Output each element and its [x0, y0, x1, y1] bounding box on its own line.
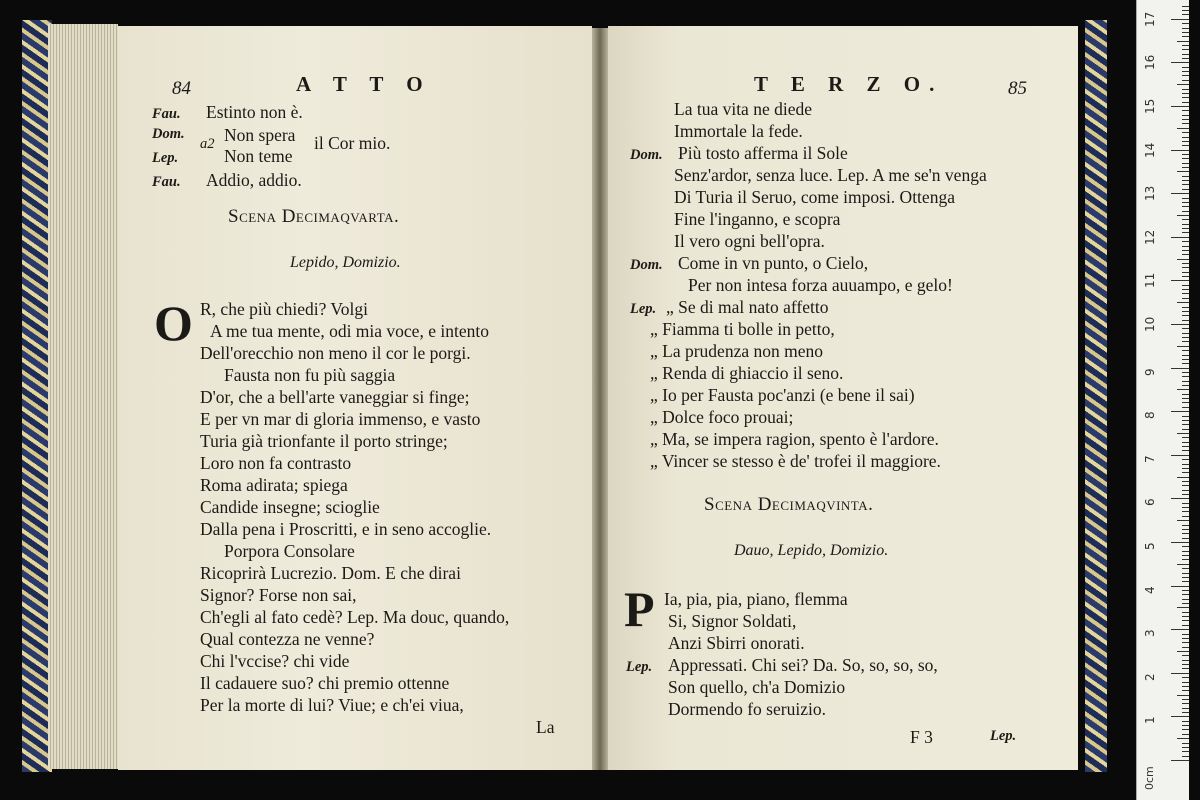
ruler-tick	[1182, 642, 1189, 643]
catchword: Lep.	[990, 728, 1017, 744]
text-line: Immortale la fede.	[674, 121, 803, 141]
ruler-tick	[1182, 756, 1189, 757]
ruler-tick	[1171, 368, 1189, 369]
measuring-ruler	[1136, 0, 1189, 800]
text-line: „ Io per Fausta poc'anzi (e bene il sai)	[650, 385, 915, 405]
ruler-number: 13	[1143, 185, 1157, 202]
ruler-tick	[1182, 115, 1189, 116]
ruler-tick	[1182, 298, 1189, 299]
text-line: Più tosto afferma il Sole	[678, 143, 848, 163]
ruler-tick	[1182, 647, 1189, 648]
ruler-tick	[1182, 254, 1189, 255]
text-line: Loro non fa contrasto	[200, 453, 352, 473]
ruler-tick	[1182, 559, 1189, 560]
scene-title: Scena Decimaqvinta.	[704, 494, 874, 515]
ruler-tick	[1182, 263, 1189, 264]
ruler-tick	[1177, 215, 1189, 216]
ruler-tick	[1182, 289, 1189, 290]
page-edges	[48, 24, 118, 769]
ruler-tick	[1177, 84, 1189, 85]
ruler-tick	[1182, 154, 1189, 155]
ruler-tick	[1182, 32, 1189, 33]
ruler-tick	[1182, 180, 1189, 181]
ruler-tick	[1182, 634, 1189, 635]
text-line: Fausta non fu più saggia	[224, 365, 396, 385]
text-line: Candide insegne; scioglie	[200, 497, 380, 517]
ruler-tick	[1182, 75, 1189, 76]
ruler-tick	[1182, 206, 1189, 207]
text-line: Roma adirata; spiega	[200, 475, 348, 495]
ruler-tick	[1182, 699, 1189, 700]
speaker-label: Fau.	[152, 174, 181, 190]
ruler-tick	[1182, 110, 1189, 111]
ruler-tick	[1182, 176, 1189, 177]
ruler-tick	[1182, 158, 1189, 159]
ruler-tick	[1182, 333, 1189, 334]
ruler-tick	[1182, 67, 1189, 68]
ruler-tick	[1182, 394, 1189, 395]
ruler-tick	[1177, 695, 1189, 696]
ruler-number: 10	[1143, 316, 1157, 332]
ruler-tick	[1177, 564, 1189, 565]
shared-line: il Cor mio.	[314, 133, 391, 153]
ruler-tick	[1182, 655, 1189, 656]
ruler-tick	[1182, 202, 1189, 203]
ruler-tick	[1171, 106, 1189, 107]
ruler-tick	[1182, 102, 1189, 103]
ruler-number: 2	[1143, 673, 1157, 681]
ruler-tick	[1182, 198, 1189, 199]
ruler-tick	[1182, 494, 1189, 495]
ruler-tick	[1182, 507, 1189, 508]
speaker-label: Dom.	[152, 126, 185, 142]
drop-cap: P	[624, 581, 655, 637]
ruler-tick	[1171, 237, 1189, 238]
ruler-tick	[1182, 525, 1189, 526]
ruler-tick	[1182, 80, 1189, 81]
ruler-tick	[1182, 416, 1189, 417]
ruler-tick	[1182, 372, 1189, 373]
ruler-tick	[1182, 664, 1189, 665]
ruler-tick	[1182, 721, 1189, 722]
speaker-label: Lep.	[630, 301, 657, 317]
ruler-tick	[1182, 350, 1189, 351]
text-line: Per la morte di lui? Viue; e ch'ei viua,	[200, 695, 464, 715]
ruler-tick	[1182, 184, 1189, 185]
ruler-tick	[1171, 673, 1189, 674]
book-cover-right	[1085, 20, 1107, 772]
text-line: Porpora Consolare	[224, 541, 355, 561]
ruler-tick	[1182, 555, 1189, 556]
running-head: A T T O	[296, 72, 432, 96]
ruler-tick	[1182, 267, 1189, 268]
ruler-tick	[1182, 341, 1189, 342]
ruler-tick	[1182, 241, 1189, 242]
ruler-tick	[1182, 132, 1189, 133]
scene-cast: Lepido, Domizio.	[290, 254, 401, 271]
speech-line: Non teme	[224, 146, 293, 166]
ruler-tick	[1171, 629, 1189, 630]
text-line: Ia, pia, pia, piano, flemma	[664, 589, 848, 609]
ruler-tick	[1182, 163, 1189, 164]
ruler-tick	[1182, 734, 1189, 735]
ruler-tick	[1182, 93, 1189, 94]
text-line: Come in vn punto, o Cielo,	[678, 253, 869, 273]
ruler-number: 4	[1143, 585, 1157, 594]
ruler-tick	[1182, 246, 1189, 247]
ruler-tick	[1182, 546, 1189, 547]
ruler-tick	[1171, 150, 1189, 151]
ruler-tick	[1171, 19, 1189, 20]
ruler-tick	[1182, 89, 1189, 90]
ruler-tick	[1171, 62, 1189, 63]
ruler-tick	[1182, 538, 1189, 539]
ruler-tick	[1182, 285, 1189, 286]
text-line: „ Fiamma ti bolle in petto,	[650, 319, 835, 339]
text-line: Il cadauere suo? chi premio ottenne	[200, 673, 450, 693]
ruler-tick	[1182, 10, 1189, 11]
ruler-number: 11	[1143, 273, 1157, 289]
text-line: Son quello, ch'a Domizio	[668, 677, 846, 697]
ruler-tick	[1182, 437, 1189, 438]
ruler-tick	[1171, 280, 1189, 281]
ruler-tick	[1182, 490, 1189, 491]
ruler-tick	[1182, 398, 1189, 399]
ruler-tick	[1182, 503, 1189, 504]
ruler-tick	[1182, 568, 1189, 569]
ruler-tick	[1182, 376, 1189, 377]
ruler-tick	[1182, 49, 1189, 50]
ruler-tick	[1182, 485, 1189, 486]
ruler-tick	[1177, 607, 1189, 608]
speaker-label: Fau.	[152, 106, 181, 122]
ruler-tick	[1171, 716, 1189, 717]
ruler-tick	[1182, 420, 1189, 421]
text-line: Chi l'vccise? chi vide	[200, 651, 350, 671]
text-line: Ricoprirà Lucrezio. Dom. E che dirai	[200, 563, 461, 583]
ruler-tick	[1171, 498, 1189, 499]
text-line: Si, Signor Soldati,	[668, 611, 797, 631]
ruler-tick	[1177, 389, 1189, 390]
ruler-tick	[1182, 359, 1189, 360]
ruler-tick	[1182, 123, 1189, 124]
ruler-tick	[1182, 603, 1189, 604]
text-line: „ La prudenza non meno	[650, 341, 823, 361]
ruler-tick	[1182, 533, 1189, 534]
text-line: „ Se di mal nato affetto	[666, 297, 829, 317]
text-line: Di Turia il Seruo, come imposi. Ottenga	[674, 187, 955, 207]
ruler-tick	[1182, 573, 1189, 574]
ruler-tick	[1182, 690, 1189, 691]
text-line: Turia già trionfante il porto stringe;	[200, 431, 448, 451]
ruler-tick	[1182, 481, 1189, 482]
ruler-tick	[1182, 320, 1189, 321]
ruler-tick	[1182, 363, 1189, 364]
ruler-number: 16	[1143, 55, 1157, 71]
text-line: A me tua mente, odi mia voce, e intento	[210, 321, 489, 341]
ruler-tick	[1177, 433, 1189, 434]
scene-title: Scena Decimaqvarta.	[228, 206, 400, 227]
speaker-label: Lep.	[626, 659, 653, 675]
ruler-tick	[1182, 14, 1189, 15]
ruler-tick	[1171, 324, 1189, 325]
ruler-tick	[1182, 446, 1189, 447]
scene-cast: Dauo, Lepido, Domizio.	[734, 542, 889, 559]
ruler-tick	[1182, 36, 1189, 37]
ruler-number: 3	[1143, 629, 1157, 638]
ruler-number: 5	[1143, 542, 1157, 550]
text-line: R, che più chiedi? Volgi	[200, 299, 369, 319]
ruler-tick	[1171, 542, 1189, 543]
ruler-tick	[1177, 738, 1189, 739]
ruler-number: 6	[1143, 498, 1157, 507]
ruler-tick	[1182, 429, 1189, 430]
ruler-tick	[1182, 145, 1189, 146]
ruler-tick	[1182, 442, 1189, 443]
ruler-tick	[1182, 23, 1189, 24]
text-line: Qual contezza ne venne?	[200, 629, 375, 649]
ruler-tick	[1171, 760, 1189, 761]
ruler-tick	[1182, 638, 1189, 639]
speech-line: Non spera	[224, 125, 296, 145]
ruler-tick	[1182, 729, 1189, 730]
ruler-tick	[1171, 193, 1189, 194]
ruler-tick	[1182, 703, 1189, 704]
ruler-tick	[1182, 328, 1189, 329]
ruler-tick	[1182, 590, 1189, 591]
ruler-tick	[1182, 424, 1189, 425]
ruler-tick	[1182, 677, 1189, 678]
text-line: La tua vita ne diede	[674, 99, 812, 119]
ruler-number: 15	[1143, 98, 1157, 114]
ruler-tick	[1182, 58, 1189, 59]
text-line: „ Renda di ghiaccio il seno.	[650, 363, 844, 383]
ruler-tick	[1171, 586, 1189, 587]
ruler-tick	[1182, 747, 1189, 748]
ruler-tick	[1182, 71, 1189, 72]
page-number: 85	[1008, 78, 1027, 99]
ruler-number: 12	[1143, 229, 1157, 245]
ruler-tick	[1182, 743, 1189, 744]
speech-line: Addio, addio.	[206, 170, 302, 190]
ruler-tick	[1182, 337, 1189, 338]
text-line: „ Dolce foco prouai;	[650, 407, 794, 427]
ruler-tick	[1182, 276, 1189, 277]
ruler-tick	[1182, 311, 1189, 312]
ruler-tick	[1177, 346, 1189, 347]
ruler-tick	[1177, 302, 1189, 303]
ruler-tick	[1182, 464, 1189, 465]
ruler-tick	[1182, 293, 1189, 294]
ruler-tick	[1182, 381, 1189, 382]
ruler-tick	[1182, 45, 1189, 46]
ruler-tick	[1182, 97, 1189, 98]
ruler-tick	[1182, 119, 1189, 120]
ruler-tick	[1182, 686, 1189, 687]
ruler-number: 14	[1143, 142, 1157, 158]
ruler-tick	[1182, 6, 1189, 7]
text-line: „ Ma, se impera ragion, spento è l'ardore.	[650, 429, 939, 449]
ruler-number: 17	[1143, 11, 1157, 27]
ruler-tick	[1182, 668, 1189, 669]
ruler-tick	[1182, 250, 1189, 251]
right-page	[608, 26, 1078, 770]
ruler-tick	[1182, 315, 1189, 316]
text-line: Il vero ogni bell'opra.	[674, 231, 825, 251]
ruler-tick	[1177, 259, 1189, 260]
ruler-tick	[1177, 41, 1189, 42]
text-line: Per non intesa forza auuampo, e gelo!	[688, 275, 953, 295]
ruler-tick	[1182, 751, 1189, 752]
ruler-tick	[1182, 612, 1189, 613]
left-page	[118, 26, 592, 770]
ruler-unit-label: 0cm	[1143, 766, 1156, 790]
text-line: „ Vincer se stesso è de' trofei il maggiore.	[650, 451, 941, 471]
ruler-tick	[1182, 141, 1189, 142]
text-line: Appressati. Chi sei? Da. So, so, so, so,	[668, 655, 938, 675]
ruler-tick	[1182, 682, 1189, 683]
text-line: Dormendo fo seruizio.	[668, 699, 826, 719]
ruler-tick	[1182, 219, 1189, 220]
ruler-tick	[1182, 599, 1189, 600]
ruler-tick	[1182, 407, 1189, 408]
book-gutter	[592, 28, 608, 770]
ruler-tick	[1182, 551, 1189, 552]
ruler-tick	[1182, 594, 1189, 595]
ruler-tick	[1182, 402, 1189, 403]
ruler-tick	[1182, 211, 1189, 212]
ruler-tick	[1182, 228, 1189, 229]
ruler-tick	[1182, 577, 1189, 578]
ruler-tick	[1182, 450, 1189, 451]
ruler-number: 7	[1143, 455, 1157, 463]
speech-line: Estinto non è.	[206, 102, 303, 122]
ruler-tick	[1182, 137, 1189, 138]
text-line: Fine l'inganno, e scopra	[674, 209, 841, 229]
text-line: D'or, che a bell'arte vaneggiar si finge;	[200, 387, 470, 407]
ruler-tick	[1182, 581, 1189, 582]
ruler-tick	[1182, 307, 1189, 308]
speaker-label: Dom.	[630, 147, 663, 163]
signature-mark: F 3	[910, 727, 933, 747]
ruler-tick	[1171, 411, 1189, 412]
ruler-tick	[1182, 385, 1189, 386]
ruler-tick	[1177, 651, 1189, 652]
ruler-tick	[1182, 468, 1189, 469]
ruler-tick	[1182, 708, 1189, 709]
ruler-tick	[1182, 625, 1189, 626]
ruler-tick	[1182, 224, 1189, 225]
ruler-tick	[1182, 54, 1189, 55]
ruler-tick	[1177, 520, 1189, 521]
a2-mark: a2	[200, 136, 215, 152]
ruler-tick	[1171, 455, 1189, 456]
ruler-number: 8	[1143, 411, 1157, 420]
text-line: Signor? Forse non sai,	[200, 585, 357, 605]
catchword: La	[536, 717, 555, 737]
page-number: 84	[172, 78, 191, 99]
ruler-tick	[1182, 28, 1189, 29]
ruler-tick	[1182, 511, 1189, 512]
ruler-tick	[1182, 232, 1189, 233]
ruler-tick	[1177, 477, 1189, 478]
ruler-number: 9	[1143, 367, 1157, 376]
ruler-tick	[1182, 529, 1189, 530]
ruler-tick	[1182, 620, 1189, 621]
ruler-tick	[1182, 167, 1189, 168]
ruler-tick	[1182, 725, 1189, 726]
ruler-tick	[1182, 616, 1189, 617]
ruler-tick	[1182, 355, 1189, 356]
ruler-tick	[1177, 128, 1189, 129]
text-line: Dell'orecchio non meno il cor le porgi.	[200, 343, 471, 363]
text-line: Dalla pena i Proscritti, e in seno accoglie.	[200, 519, 492, 539]
speaker-label: Lep.	[152, 150, 179, 166]
text-line: Anzi Sbirri onorati.	[668, 633, 805, 653]
text-line: Ch'egli al fato cedè? Lep. Ma douc, quando,	[200, 607, 510, 627]
text-line: Senz'ardor, senza luce. Lep. A me se'n venga	[674, 165, 987, 185]
running-head: T E R Z O.	[754, 72, 944, 96]
text-line: E per vn mar di gloria immenso, e vasto	[200, 409, 481, 429]
ruler-tick	[1182, 472, 1189, 473]
ruler-tick	[1182, 712, 1189, 713]
ruler-tick	[1182, 272, 1189, 273]
speaker-label: Dom.	[630, 257, 663, 273]
ruler-tick	[1182, 516, 1189, 517]
ruler-tick	[1177, 171, 1189, 172]
ruler-tick	[1182, 459, 1189, 460]
drop-cap: O	[154, 295, 193, 351]
ruler-number: 1	[1143, 716, 1157, 725]
ruler-tick	[1182, 189, 1189, 190]
ruler-tick	[1182, 660, 1189, 661]
